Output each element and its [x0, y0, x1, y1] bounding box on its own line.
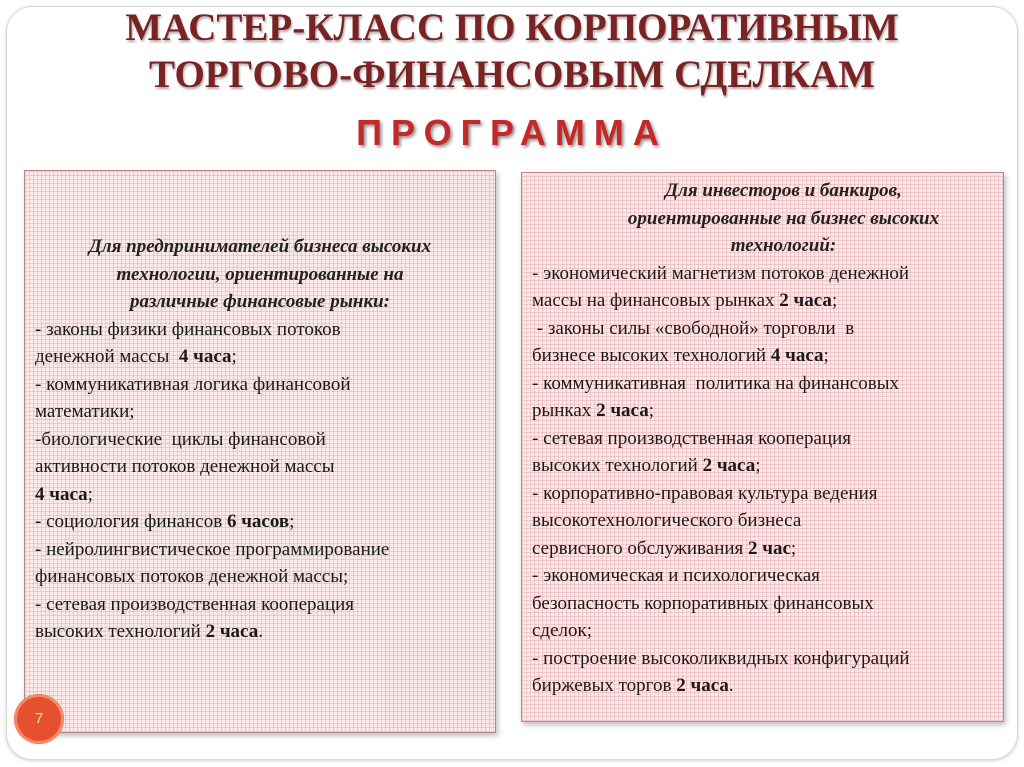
course-line-text: высоких технологий [35, 621, 206, 642]
heading-line: технологии, ориентированные на [116, 263, 404, 285]
course-line-text: - экономическая и психологическая [532, 565, 820, 586]
course-line-text: математики; [35, 401, 135, 422]
course-hours: 2 часа [702, 455, 756, 476]
heading-line: различные финансовые рынки: [130, 291, 390, 312]
investors-panel [521, 172, 1004, 722]
course-hours: 6 часов [226, 511, 290, 532]
course-line [35, 343, 485, 371]
course-line-text: - сетевая производственная кооперация [35, 593, 355, 615]
program-heading: ПРОГРАММА [356, 112, 668, 153]
entrepreneurs-heading [35, 233, 485, 316]
course-line-text: безопасность корпоративных финансовых [532, 592, 874, 614]
course-line-text: финансовых потоков денежной массы; [35, 566, 349, 587]
course-line-text: - коммуникативная политика на финансовых [532, 372, 899, 394]
course-line-text: - законы силы «свободной» торговли в [532, 317, 855, 339]
page-title [0, 4, 1024, 98]
course-line-text: высокотехнологического бизнеса [532, 510, 802, 531]
course-line-text: - построение высоколиквидных конфигураций [532, 647, 910, 669]
course-line [532, 617, 995, 645]
course-line [35, 316, 485, 344]
investors-heading [532, 177, 995, 260]
course-line-punctuation: ; [648, 400, 654, 421]
course-line [532, 480, 995, 508]
course-line [35, 398, 485, 426]
course-line [532, 452, 995, 480]
course-line-punctuation: ; [87, 483, 93, 505]
course-line [35, 536, 485, 564]
course-hours: 2 часа [676, 675, 729, 696]
heading-line: Для инвесторов и банкиров, [665, 180, 902, 201]
course-hours: 4 часа [178, 346, 232, 367]
course-line [532, 507, 995, 535]
course-line [532, 535, 995, 563]
course-line-punctuation: ; [755, 455, 761, 476]
course-line [35, 371, 485, 399]
heading-line: Для предпринимателей бизнеса высоких [88, 236, 432, 257]
entrepreneurs-course-list [35, 316, 485, 646]
course-line [35, 508, 485, 536]
course-line-text: рынках [532, 400, 597, 421]
course-line-text: активности потоков денежной массы [35, 456, 335, 477]
heading-line: технологий: [730, 235, 837, 256]
course-line [532, 672, 995, 700]
course-line-text: биржевых торгов [532, 675, 677, 696]
course-line-text: денежной массы [35, 346, 179, 367]
course-hours: 4 часа [35, 483, 88, 505]
course-line-punctuation: ; [823, 345, 829, 366]
course-line-text: массы на финансовых рынках [532, 290, 780, 311]
investors-course-list [532, 260, 995, 700]
course-line-text: высоких технологий [532, 455, 703, 476]
course-line [532, 397, 995, 425]
course-hours: 2 часа [205, 621, 259, 642]
course-hours: 2 часа [596, 400, 649, 421]
course-line [35, 426, 485, 454]
course-line-text: - законы физики финансовых потоков [35, 318, 341, 340]
course-line-punctuation: ; [289, 511, 295, 532]
course-line-text: - корпоративно-правовая культура ведения [532, 482, 878, 504]
course-line [532, 260, 995, 288]
course-line [532, 645, 995, 673]
course-line-text: - социология финансов [35, 511, 227, 532]
slide-number-badge: 7 [14, 694, 64, 744]
course-line [35, 591, 485, 619]
course-hours: 2 часа [779, 290, 832, 311]
course-line [35, 481, 485, 509]
title-line-1: МАСТЕР-КЛАСС ПО КОРПОРАТИВНЫМ [125, 6, 899, 49]
course-line-punctuation: ; [231, 346, 237, 367]
course-line-text: бизнесе высоких технологий [532, 345, 771, 366]
title-line-2: ТОРГОВО-ФИНАНСОВЫМ СДЕЛКАМ [148, 53, 876, 96]
course-line [532, 370, 995, 398]
course-line-text: -биологические циклы финансовой [35, 428, 326, 450]
course-line [532, 562, 995, 590]
course-line [35, 563, 485, 591]
course-line-text: сервисного обслуживания [532, 537, 749, 559]
course-hours: 4 часа [770, 345, 824, 366]
course-line [532, 315, 995, 343]
course-hours: 2 час [748, 537, 791, 559]
course-line-text: - коммуникативная логика финансовой [35, 373, 351, 395]
course-line [532, 342, 995, 370]
course-line-text: - сетевая производственная кооперация [532, 427, 852, 449]
course-line [532, 425, 995, 453]
course-line [35, 453, 485, 481]
course-line-punctuation: ; [790, 537, 797, 559]
course-line [35, 618, 485, 646]
course-line-punctuation: ; [831, 290, 838, 311]
course-line [532, 287, 995, 315]
course-line-punctuation: . [258, 621, 263, 642]
course-line-text: - нейролингвистическое программирование [35, 538, 390, 560]
course-line-punctuation: . [728, 675, 734, 696]
heading-line: ориентированные на бизнес высоких [627, 207, 940, 229]
course-line-text: сделок; [532, 620, 593, 641]
course-line-text: - экономический магнетизм потоков денежной [532, 262, 910, 284]
course-line [532, 590, 995, 618]
entrepreneurs-panel [24, 170, 496, 733]
